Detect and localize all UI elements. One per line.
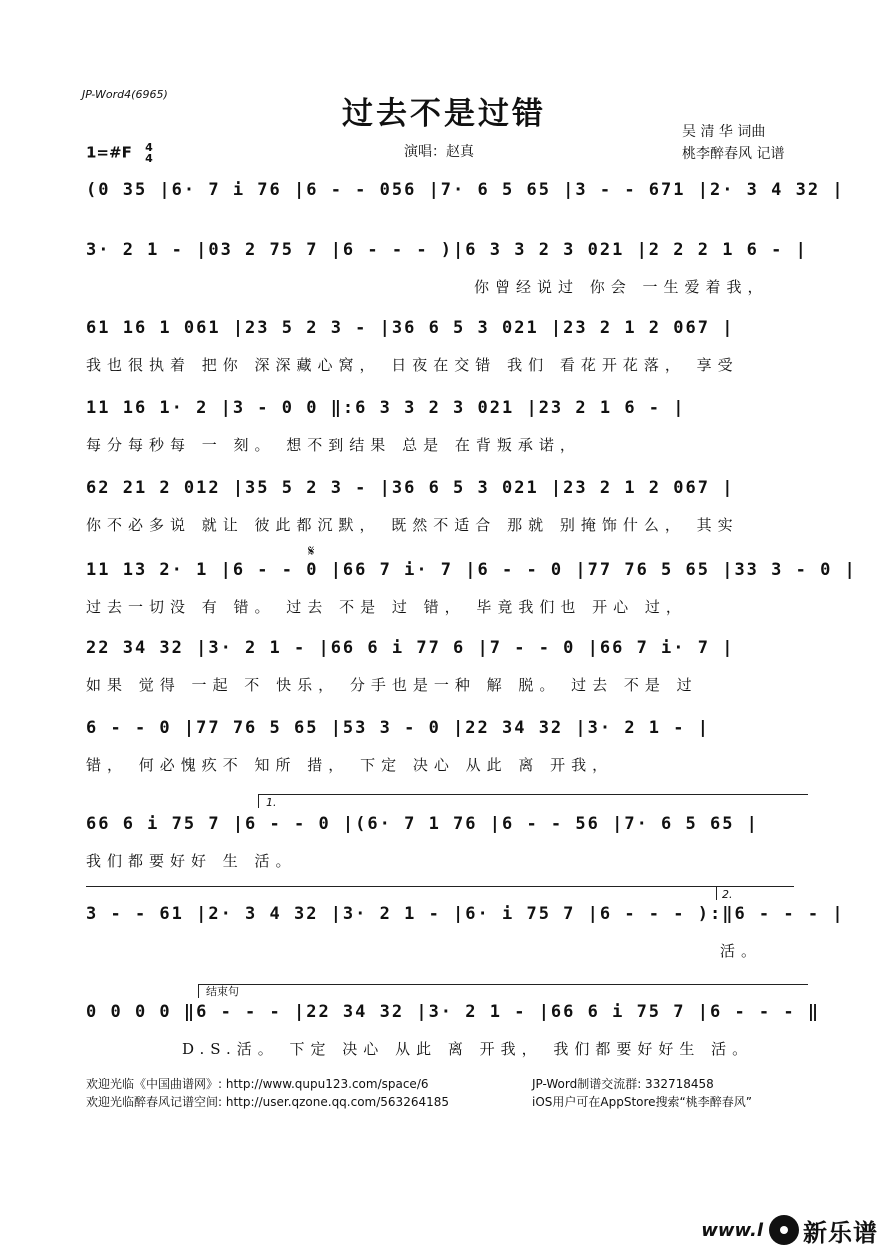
key-label: 1=#F: [86, 143, 132, 162]
key-signature: [86, 142, 153, 164]
lyrics-line: 我们都要好好 生 活。: [86, 852, 297, 870]
first-ending-mark: 1.: [266, 796, 277, 809]
notation-line: 3 - - 61 |2· 3 4 32 |3· 2 1 - |6· i 75 7 |6 - - - ):‖6 - - - |: [86, 904, 845, 924]
lyrics-line: 你不必多说 就让 彼此都沉默， 既然不适合 那就 别掩饰什么， 其实: [86, 516, 739, 534]
footer-site-link[interactable]: 欢迎光临《中国曲谱网》: http://www.qupu123.com/space/6: [86, 1077, 429, 1091]
lyrics-line: 每分每秒每 一 刻。 想不到结果 总是 在背叛承诺，: [86, 436, 581, 454]
watermark-url: www.l: [701, 1219, 763, 1241]
lyrics-line: D.S.活。 下定 决心 从此 离 开我， 我们都要好好生 活。: [182, 1040, 754, 1058]
composer-credit: 吴 清 华 词曲: [682, 124, 766, 140]
footer-left: [86, 1075, 449, 1111]
time-signature: [145, 142, 153, 164]
lyrics-line: 错， 何必愧疚不 知所 措， 下定 决心 从此 离 开我，: [86, 756, 614, 774]
record-disc-icon: [769, 1215, 799, 1245]
transcriber-credit: 桃李醉春风 记谱: [682, 146, 785, 162]
software-tag: JP-Word4(6965): [82, 88, 168, 101]
footer-right: [532, 1075, 752, 1111]
lyrics-line: 过去一切没 有 错。 过去 不是 过 错， 毕竟我们也 开心 过，: [86, 598, 687, 616]
notation-line: 22 34 32 |3· 2 1 - |66 6 i 77 6 |7 - - 0 |66 7 i· 7 |: [86, 638, 735, 658]
notation-line: 0 0 0 0 ‖6 - - - |22 34 32 |3· 2 1 - |66 6 i 75 7 |6 - - - ‖: [86, 1002, 821, 1022]
singer-credit: 演唱：赵真: [404, 144, 474, 160]
notation-line: 66 6 i 75 7 |6 - - 0 |(6· 7 1 76 |6 - - 56 |7· 6 5 65 |: [86, 814, 759, 834]
credits: [682, 121, 784, 165]
coda-mark: 结束句: [206, 985, 239, 998]
watermark-logo: [701, 1210, 878, 1250]
segno-mark: 𝄋: [308, 542, 315, 560]
footer-ios-note: iOS用户可在AppStore搜索“桃李醉春风”: [532, 1095, 752, 1109]
notation-line: 61 16 1 061 |23 5 2 3 - |36 6 5 3 021 |23 2 1 2 067 |: [86, 318, 735, 338]
lyrics-line: 如果 觉得 一起 不 快乐， 分手也是一种 解 脱。 过去 不是 过: [86, 676, 698, 694]
footer-qzone-link[interactable]: 欢迎光临醉春风记谱空间: http://user.qzone.qq.com/563264185: [86, 1095, 450, 1109]
notation-line: 11 13 2· 1 |6 - - 0 |66 7 i· 7 |6 - - 0 |77 76 5 65 |33 3 - 0 |: [86, 560, 857, 580]
notation-line: 11 16 1· 2 |3 - 0 0 ‖:6 3 3 2 3 021 |23 2 1 6 - |: [86, 398, 686, 418]
footer-qq-group: JP-Word制谱交流群: 332718458: [532, 1077, 714, 1091]
time-sig-bottom: 4: [145, 152, 153, 165]
lyrics-line: 你曾经说过 你会 一生爱着我，: [474, 278, 769, 296]
lyrics-line: 活。: [720, 942, 763, 960]
notation-line: 6 - - 0 |77 76 5 65 |53 3 - 0 |22 34 32 |3· 2 1 - |: [86, 718, 710, 738]
notation-line: 3· 2 1 - |03 2 75 7 |6 - - - )|6 3 3 2 3 021 |2 2 2 1 6 - |: [86, 240, 808, 260]
notation-line: (0 35 |6· 7 i 76 |6 - - 056 |7· 6 5 65 |3 - - 671 |2· 3 4 32 |: [86, 180, 845, 200]
watermark-brand: 新乐谱: [803, 1218, 878, 1247]
song-title: 过去不是过错: [342, 96, 546, 132]
second-ending-mark: 2.: [722, 888, 733, 901]
time-sig-top: 4: [145, 141, 153, 154]
lyrics-line: 我也很执着 把你 深深藏心窝， 日夜在交错 我们 看花开花落， 享受: [86, 356, 739, 374]
notation-line: 62 21 2 012 |35 5 2 3 - |36 6 5 3 021 |23 2 1 2 067 |: [86, 478, 735, 498]
